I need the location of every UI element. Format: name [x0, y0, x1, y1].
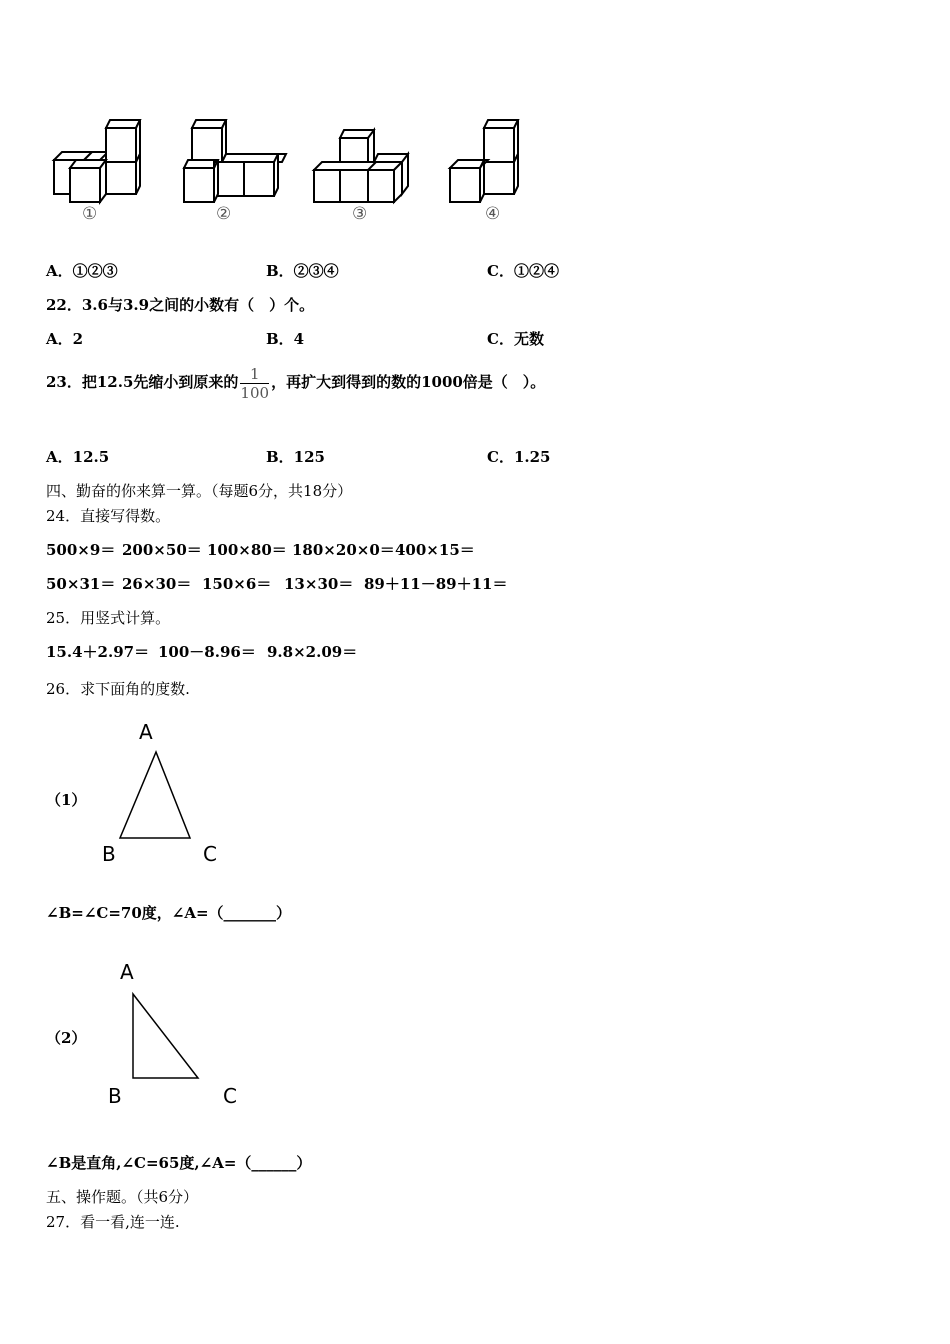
q23-fraction [240, 365, 269, 402]
q26-part2-label: （2） [46, 1029, 87, 1047]
q23-option-c: C．1.25 [487, 448, 551, 466]
cube-label-4: ④ [485, 204, 501, 224]
q22-stem: 22．3.6与3.9之间的小数有（ ）个。 [46, 296, 315, 314]
triangle-2-vertex-a: A [120, 960, 134, 984]
q26-part2-text: ∠B是直角,∠C=65度,∠A=（______） [46, 1154, 312, 1172]
q22-option-b: B．4 [266, 330, 305, 348]
q25-item-2: 100－8.96＝ [158, 643, 256, 661]
q21-option-a: A．①②③ [46, 262, 118, 280]
q27-stem: 27．看一看,连一连. [46, 1213, 180, 1231]
triangle-2-vertex-c: C [223, 1084, 237, 1108]
q24-row1-item-1: 500×9＝ [46, 541, 116, 559]
triangle-1-vertex-c: C [203, 842, 217, 866]
q24-row1-item-5: 400×15＝ [395, 541, 475, 559]
q23-stem-pre: 23．把12.5先缩小到原来的 [46, 373, 239, 391]
q23-fraction-numerator: 1 [240, 365, 269, 384]
q23-stem-post: ，再扩大到得到的数的1000倍是（ ）。 [271, 373, 546, 391]
q26-stem: 26．求下面角的度数. [46, 680, 190, 698]
q26-part1-label: （1） [46, 791, 87, 809]
triangle-1-vertex-b: B [102, 842, 116, 866]
q21-option-c: C．①②④ [487, 262, 559, 280]
section5-title: 五、操作题。（共6分） [46, 1188, 199, 1206]
q24-row2-item-1: 50×31＝ [46, 575, 116, 593]
q24-row2-item-3: 150×6＝ [202, 575, 272, 593]
q24-row1-item-2: 200×50＝ [122, 541, 202, 559]
q23-option-b: B．125 [266, 448, 325, 466]
q23-fraction-denominator: 100 [240, 383, 270, 402]
q26-part1-text: ∠B=∠C=70度，∠A=（_______） [46, 904, 292, 922]
q21-option-b: B．②③④ [266, 262, 339, 280]
q23-option-a: A．12.5 [46, 448, 110, 466]
cube-label-1: ① [82, 204, 98, 224]
q24-row1-item-4: 180×20×0＝ [292, 541, 395, 559]
section4-title: 四、勤奋的你来算一算。（每题6分，共18分） [46, 482, 353, 500]
cube-label-2: ② [216, 204, 232, 224]
q25-item-1: 15.4＋2.97＝ [46, 643, 150, 661]
cube-figure-3 [314, 130, 408, 202]
triangle-2-vertex-b: B [108, 1084, 122, 1108]
q23-stem [46, 364, 545, 402]
q26-triangle-1 [100, 720, 230, 870]
triangle-1-vertex-a: A [139, 720, 153, 744]
q24-row2-item-5: 89＋11－89＋11＝ [364, 575, 508, 593]
q25-stem: 25．用竖式计算。 [46, 609, 171, 627]
cube-label-3: ③ [352, 204, 368, 224]
q24-row2-item-4: 13×30＝ [284, 575, 354, 593]
q22-option-c: C．无数 [487, 330, 544, 348]
cube-figure-1 [54, 120, 140, 202]
q24-stem: 24．直接写得数。 [46, 507, 171, 525]
cube-figure-2 [184, 120, 286, 202]
q26-triangle-2 [100, 958, 250, 1118]
cube-figures-drawing [48, 112, 538, 232]
q25-item-3: 9.8×2.09＝ [267, 643, 358, 661]
cube-figures [48, 112, 538, 232]
cube-figure-4 [450, 120, 518, 202]
q24-row1-item-3: 100×80＝ [207, 541, 287, 559]
q24-row2-item-2: 26×30＝ [122, 575, 192, 593]
q22-option-a: A．2 [46, 330, 84, 348]
